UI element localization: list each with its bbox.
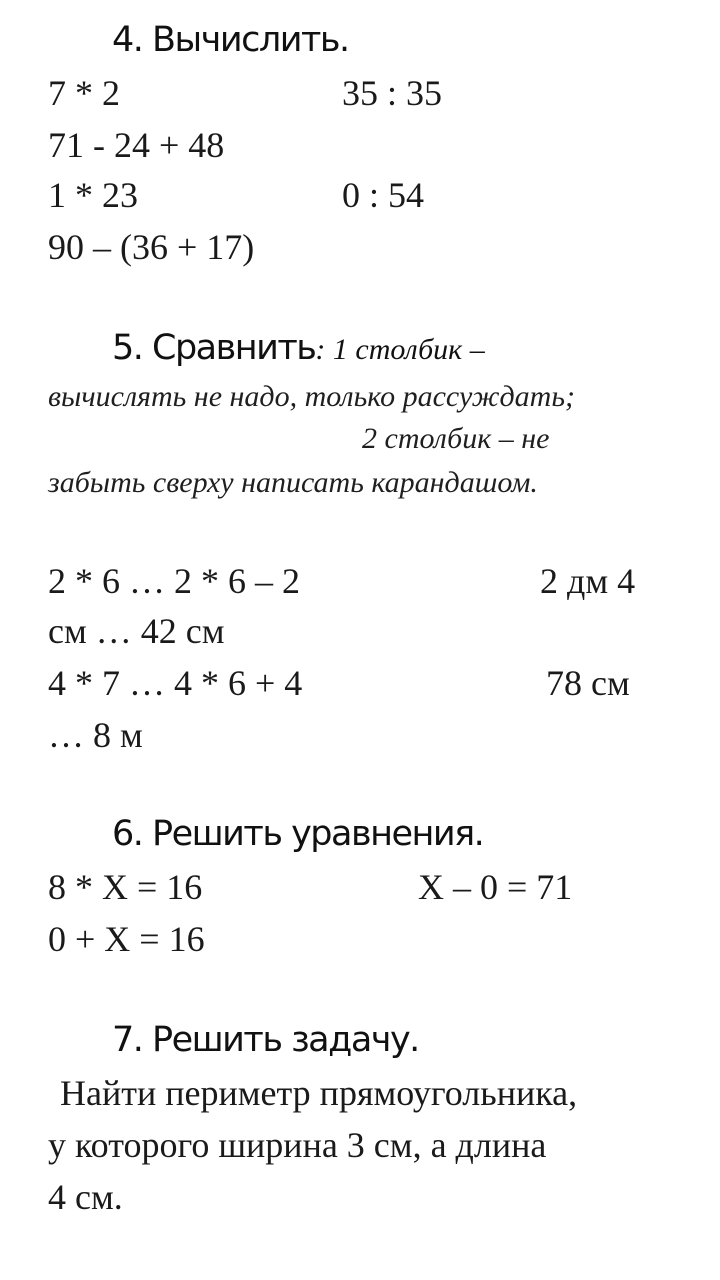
- s5-row3-right: 78 см: [546, 663, 630, 703]
- s4-row1-left: 7 * 2: [48, 73, 120, 113]
- s7-line1: Найти периметр прямоугольника,: [60, 1073, 578, 1113]
- s5-row1-left: 2 * 6 … 2 * 6 – 2: [48, 561, 300, 601]
- s4-row3-right: 0 : 54: [342, 175, 425, 215]
- s4-row1-right: 35 : 35: [342, 73, 443, 113]
- s6-row1-right: Х – 0 = 71: [418, 867, 573, 907]
- section-7-title: 7. Решить задачу.: [112, 1020, 419, 1060]
- s5-row1-right: 2 дм 4: [540, 561, 636, 601]
- section-4-title: 4. Вычислить.: [112, 20, 349, 60]
- s4-row2-left: 71 - 24 + 48: [48, 125, 225, 165]
- s6-row1-left: 8 * Х = 16: [48, 867, 203, 907]
- s4-row4-left: 90 – (36 + 17): [48, 227, 255, 267]
- section-5-note-line3: 2 столбик – не: [362, 422, 550, 455]
- section-5-note-line4: забыть сверху написать карандашом.: [48, 466, 538, 499]
- section-6-title: 6. Решить уравнения.: [112, 814, 484, 854]
- section-5-note-line1: : 1 столбик –: [315, 333, 485, 366]
- section-5-title-line: [112, 328, 485, 368]
- section-5-title: 5. Сравнить: [112, 328, 316, 368]
- section-5-note-line2: вычислять не надо, только рассуждать;: [48, 380, 575, 413]
- s5-row4-wrap: … 8 м: [48, 715, 143, 755]
- s4-row3-left: 1 * 23: [48, 175, 138, 215]
- s7-line3: 4 см.: [48, 1177, 123, 1217]
- s5-row3-left: 4 * 7 … 4 * 6 + 4: [48, 663, 303, 703]
- s7-line2: у которого ширина 3 см, а длина: [48, 1125, 547, 1165]
- s6-row2-left: 0 + Х = 16: [48, 919, 205, 959]
- s5-row2-wrap: см … 42 см: [48, 611, 225, 651]
